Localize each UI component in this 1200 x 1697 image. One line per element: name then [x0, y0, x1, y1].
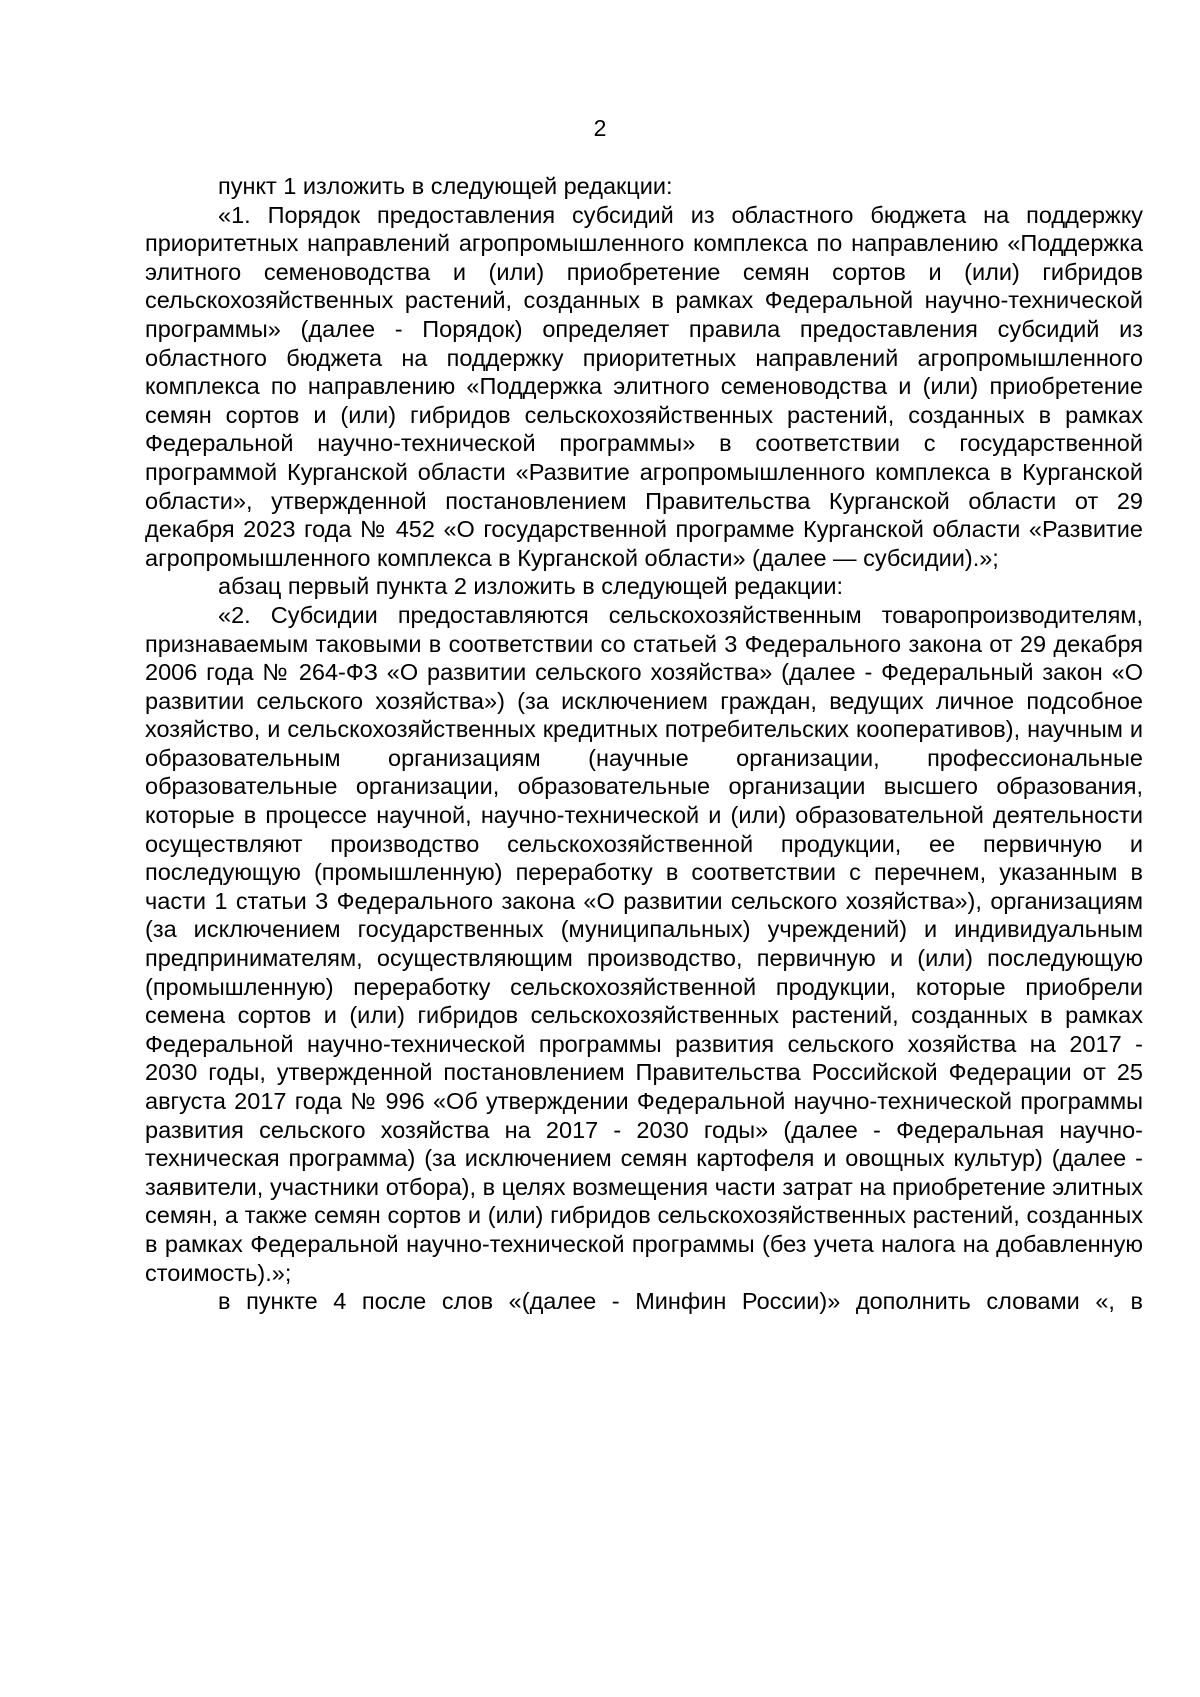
- paragraph-amend-point-1: пункт 1 изложить в следующей редакции:: [218, 173, 673, 199]
- paragraph-point-1-text: «1. Порядок предоставления субсидий из областного бюджета на поддержку приоритетных направлений агропромышленного комплекса по направлению «Поддержка элитного семеноводства и (или) приобретение семян сортов и (или) гибридов сельскохозяйственных растений, созданных в рамках Федеральной научно-технической программы» (далее - Порядок) определяет правила предоставления субсидий из областного бюджета на поддержку приоритетных направлений агропромышленного комплекса по направлению «Поддержка элитного семеноводства и (или) приобретение семян сортов и (или) гибридов сельскохозяйственных растений, созданных в рамках Федеральной научно-технической программы» в соответствии с государственной программой Курганской области «Развитие агропромышленного комплекса в Курганской области», утвержденной постановлением Правительства Курганской области от 29 декабря 2023 года № 452 «О государственной программе Курганской области «Развитие агропромышленного комплекса в Курганской области» (далее — субсидии).»;: [145, 201, 1143, 571]
- paragraph-amend-point-2: абзац первый пункта 2 изложить в следующей редакции:: [218, 573, 844, 600]
- document-body: [145, 172, 1143, 1316]
- paragraph-point-2-text: «2. Субсидии предоставляются сельскохозяйственным товаропроизводителям, признаваемым таковыми в соответствии со статьей 3 Федерального закона от 29 декабря 2006 года № 264-ФЗ «О развитии сельского хозяйства» (далее - Федеральный закон «О развитии сельского хозяйства») (за исключением граждан, ведущих личное подсобное хозяйство, и сельскохозяйственных кредитных потребительских кооперативов), научным и образовательным организациям (научные организации, профессиональные образовательные организации, образовательные организации высшего образования, которые в процессе научной, научно-технической и (или) образовательной деятельности осуществляют производство сельскохозяйственной продукции, ее первичную и последующую (промышленную) переработку в соответствии с перечнем, указанным в части 1 статьи 3 Федерального закона «О развитии сельского хозяйства»), организациям (за исключением государственных (муниципальных) учреждений) и индивидуальным предпринимателям, осуществляющим производство, первичную и (или) последующую (промышленную) переработку сельскохозяйственной продукции, которые приобрели семена сортов и (или) гибридов сельскохозяйственных растений, созданных в рамках Федеральной научно-технической программы развития сельского хозяйства на 2017 - 2030 годы, утвержденной постановлением Правительства Российской Федерации от 25 августа 2017 года № 996 «Об утверждении Федеральной научно-технической программы развития сельского хозяйства на 2017 - 2030 годы» (далее - Федеральная научно-техническая программа) (за исключением семян картофеля и овощных культур) (далее - заявители, участники отбора), в целях возмещения части затрат на приобретение элитных семян, а также семян сортов и (или) гибридов сельскохозяйственных растений, созданных в рамках Федеральной научно-технической программы (без учета налога на добавленную стоимость).»;: [145, 601, 1143, 1286]
- page-number: 2: [593, 115, 607, 141]
- paragraph-amend-point-4: в пункте 4 после слов «(далее - Минфин России)» дополнить словами «, в: [218, 1288, 1143, 1315]
